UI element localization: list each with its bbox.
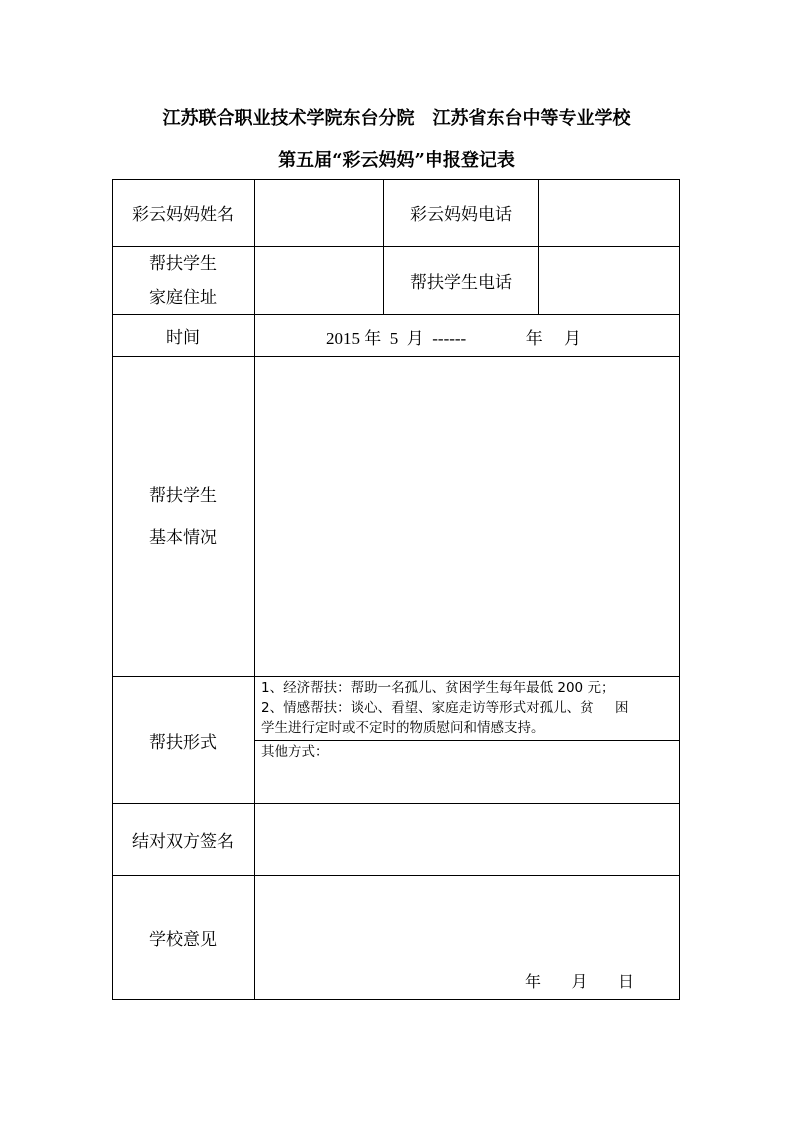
mother-phone-label: 彩云妈妈电话 [410, 205, 512, 225]
student-address-field[interactable] [255, 247, 383, 314]
support-form-line-3: 学生进行定时或不定时的物质慰问和情感支持。 [261, 720, 545, 736]
other-methods-label[interactable]: 其他方式： [261, 744, 329, 760]
student-address-label-1: 帮扶学生 [149, 253, 217, 274]
date-line: 年 月 日 [525, 972, 635, 991]
basic-info-label [112, 357, 254, 676]
mother-name-label: 彩云妈妈姓名 [132, 205, 234, 225]
signature-field[interactable] [255, 804, 679, 875]
support-form-line-1: 1、经济帮扶：帮助一名孤儿、贫困学生每年最低 200 元； [261, 680, 615, 696]
signature-label: 结对双方签名 [132, 832, 234, 852]
support-form-line-2: 2、情感帮扶：谈心、看望、家庭走访等形式对孤儿、贫 困 [261, 700, 629, 716]
title-line-1: 江苏联合职业技术学院东台分院 江苏省东台中等专业学校 [162, 108, 631, 129]
basic-info-field[interactable] [255, 357, 679, 676]
student-phone-label: 帮扶学生电话 [410, 273, 512, 293]
mother-phone-field[interactable] [539, 179, 679, 246]
registration-form [112, 179, 680, 1000]
student-address-label [112, 247, 254, 314]
basic-info-label-1: 帮扶学生 [149, 485, 217, 506]
time-value[interactable]: 2015 年 5 月 ------ 年 月 [326, 329, 581, 348]
student-phone-field[interactable] [539, 247, 679, 314]
student-address-label-2: 家庭住址 [149, 287, 217, 308]
title-line-2: 第五届“彩云妈妈”申报登记表 [278, 150, 515, 171]
time-label: 时间 [166, 328, 200, 348]
support-form-label: 帮扶形式 [149, 732, 217, 753]
basic-info-label-2: 基本情况 [149, 527, 217, 548]
mother-name-field[interactable] [255, 179, 383, 246]
school-opinion-label: 学校意见 [149, 930, 217, 950]
